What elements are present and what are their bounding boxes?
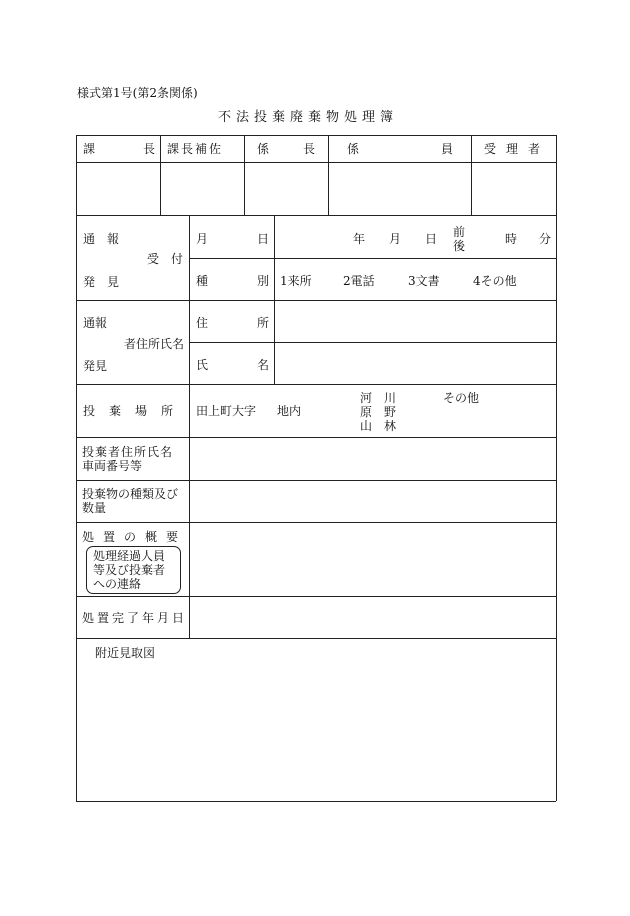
waste-field[interactable] (190, 481, 555, 521)
map-area[interactable] (77, 662, 555, 800)
action-sub-line1: 処理経過人員 (93, 549, 166, 563)
date-go[interactable]: 後 (453, 239, 466, 253)
location-aza-field[interactable] (258, 398, 276, 416)
stamp-kakariin[interactable] (329, 163, 470, 214)
report-hakken-label: 発 見 (83, 275, 120, 289)
approval-kakariin-a: 係 (347, 142, 360, 156)
rule-completion-bottom (76, 638, 556, 639)
reporter-label: 者住所氏名 (124, 337, 185, 351)
approval-kacho-b: 長 (143, 142, 156, 156)
waste-label-line2: 数量 (82, 501, 107, 515)
report-uketsuke-label: 受 付 (147, 252, 184, 266)
action-field[interactable] (190, 523, 555, 595)
approval-kacho-hosa: 課長補佐 (167, 142, 224, 156)
action-sub-line3: への連絡 (93, 577, 142, 591)
date-month: 月 (389, 232, 402, 246)
type-option-visit[interactable]: 1来所 (280, 274, 312, 288)
rule-reporter-bottom (76, 384, 556, 385)
reporter-name-field[interactable] (275, 343, 555, 383)
stamp-kacho-hosa[interactable] (161, 163, 243, 214)
stamp-jurisha[interactable] (472, 163, 555, 214)
action-label: 処置の概要 (82, 530, 188, 544)
name-label-a: 氏 (196, 358, 209, 372)
completion-field[interactable] (190, 597, 555, 637)
location-type-other[interactable]: その他 (443, 391, 480, 405)
stamp-kacho[interactable] (77, 163, 159, 214)
type-option-other[interactable]: 4その他 (473, 274, 517, 288)
type-option-phone[interactable]: 2電話 (343, 274, 375, 288)
date-day: 日 (425, 232, 438, 246)
reporter-address-field[interactable] (275, 301, 555, 341)
location-label: 投棄場所 (83, 404, 188, 418)
completion-label: 処置完了年月日 (82, 611, 188, 625)
type-label-b: 別 (257, 274, 270, 288)
date-label-b: 日 (257, 232, 270, 246)
rule-top (76, 135, 556, 136)
stamp-kakaricho[interactable] (245, 163, 327, 214)
date-year: 年 (353, 232, 366, 246)
location-type-river[interactable]: 河 川 (360, 391, 397, 405)
action-sub-line2: 等及び投棄者 (93, 563, 166, 577)
location-chinai: 地内 (277, 404, 302, 418)
date-label-a: 月 (196, 232, 209, 246)
page-title: 不法投棄廃棄物処理簿 (218, 110, 399, 125)
address-label-a: 住 (196, 316, 209, 330)
type-option-letter[interactable]: 3文書 (408, 274, 440, 288)
rule-right (556, 135, 557, 801)
approval-kakaricho-b: 長 (303, 142, 316, 156)
rule-bottom (76, 801, 556, 802)
waste-label-line1: 投棄物の種類及び (82, 487, 179, 501)
name-label-b: 名 (257, 358, 270, 372)
approval-jurisha: 受理者 (484, 142, 551, 156)
report-tsuho-label: 通 報 (83, 232, 120, 246)
dumper-label-line1: 投棄者住所氏名 (82, 445, 174, 459)
form-number: 様式第1号(第2条関係) (77, 86, 198, 100)
approval-kakariin-b: 員 (441, 142, 454, 156)
reporter-hakken-label: 発見 (83, 359, 108, 373)
map-label: 附近見取図 (95, 646, 156, 660)
address-label-b: 所 (257, 316, 270, 330)
location-prefix: 田上町大字 (196, 404, 257, 418)
rule-report-mid (189, 258, 556, 259)
dumper-field[interactable] (190, 438, 555, 479)
location-type-field[interactable]: 原 野 (360, 405, 397, 419)
dumper-label-line2: 車両番号等 (82, 459, 143, 473)
approval-kacho-a: 課 (83, 142, 96, 156)
date-minute: 分 (539, 232, 552, 246)
location-type-forest[interactable]: 山 林 (360, 419, 397, 433)
type-label-a: 種 (196, 274, 209, 288)
reporter-tsuho-label: 通報 (83, 316, 108, 330)
approval-kakaricho-a: 係 (257, 142, 270, 156)
date-zen[interactable]: 前 (453, 225, 466, 239)
date-hour: 時 (505, 232, 518, 246)
